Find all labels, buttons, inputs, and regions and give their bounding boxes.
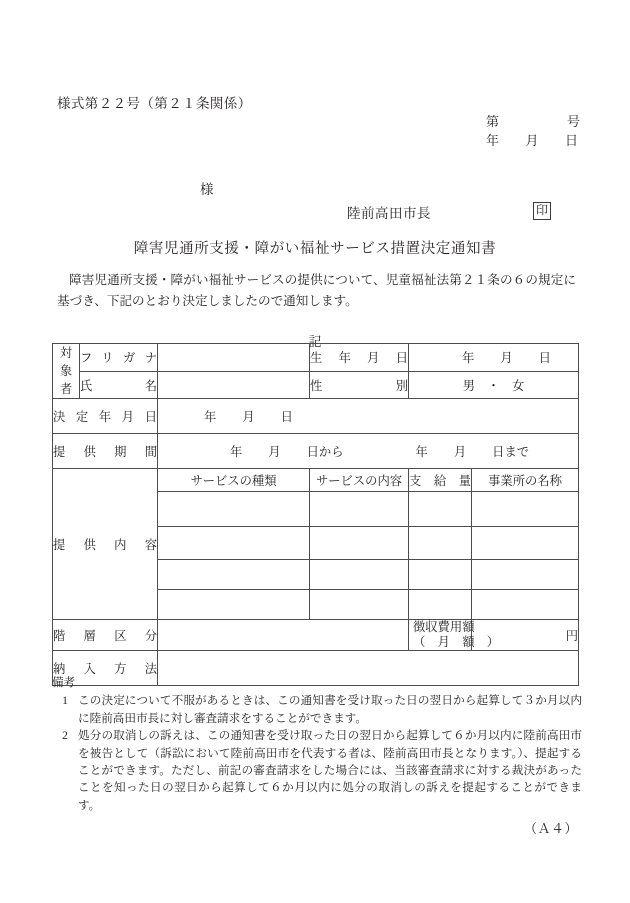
kitai-marker: 記 — [308, 334, 322, 349]
content-cell-detail[interactable] — [310, 590, 409, 620]
tier-value[interactable] — [158, 620, 409, 651]
decision-month-label: 月 — [242, 410, 255, 424]
issue-date-row — [470, 131, 580, 150]
content-header-type: サービスの種類 — [158, 469, 310, 492]
content-cell-office[interactable] — [472, 560, 579, 590]
birthdate-value[interactable] — [409, 344, 579, 372]
subject-char-3: 者 — [59, 382, 73, 396]
furigana-value[interactable] — [158, 344, 310, 372]
table-row-name — [53, 371, 579, 399]
table-row-tier — [53, 620, 579, 651]
paper-size-label: （Ａ４） — [523, 821, 578, 836]
content-cell-detail[interactable] — [310, 527, 409, 560]
name-label: 氏 名 — [80, 371, 158, 399]
decision-day-label: 日 — [280, 410, 293, 424]
content-header-office: 事業所の名称 — [472, 469, 579, 492]
issue-day-label: 日 — [564, 133, 578, 148]
decision-table — [52, 343, 579, 686]
remarks-item — [52, 727, 582, 814]
seal-icon: 印 — [533, 202, 551, 220]
birth-day-label: 日 — [538, 351, 551, 366]
gender-label: 性 別 — [310, 371, 409, 399]
remarks-item-text: この決定について不服があるときは、この通知書を受け取った日の翌日から起算して３か月以内に陸前高田市長に対し審査請求をすることができます。 — [78, 694, 582, 725]
content-cell-detail[interactable] — [310, 560, 409, 590]
intro-paragraph: 障害児通所支援・障がい福祉サービスの提供について、児童福祉法第２１条の６の規定に基づき、下記のとおり決定しましたので通知します。 — [57, 273, 576, 308]
period-from-day: 日から — [306, 445, 344, 459]
content-cell-amount[interactable] — [409, 492, 472, 527]
subject-vertical-label — [53, 344, 80, 399]
issue-year-label: 年 — [486, 133, 500, 148]
issue-month-label: 月 — [525, 133, 539, 148]
fee-label — [409, 620, 500, 651]
document-number-label: 第 — [486, 114, 500, 129]
page-title: 障害児通所支援・障がい福祉サービス措置決定通知書 — [133, 241, 497, 257]
period-to-year: 年 — [415, 445, 428, 459]
fee-label-line1: 徴収費用額 — [413, 620, 475, 634]
decision-date-label: 決定年月日 — [53, 399, 158, 434]
payment-label: 納入方法 — [53, 651, 158, 686]
gender-value[interactable]: 男 ・ 女 — [409, 371, 579, 399]
subject-char-1: 対 — [59, 346, 73, 360]
remarks-item — [52, 692, 582, 727]
content-header-amount: 支 給 量 — [409, 469, 472, 492]
period-value[interactable] — [158, 434, 579, 469]
content-cell-detail[interactable] — [310, 492, 409, 527]
period-label: 提供期間 — [53, 434, 158, 469]
content-header-detail: サービスの内容 — [310, 469, 409, 492]
content-label: 提供内容 — [53, 469, 158, 620]
remarks-item-number: 2 — [62, 729, 68, 743]
remarks-section — [52, 674, 582, 814]
content-cell-office[interactable] — [472, 492, 579, 527]
addressee-suffix: 様 — [200, 182, 214, 197]
content-cell-type[interactable] — [158, 527, 310, 560]
document-number-row — [470, 112, 580, 131]
table-row-decision-date — [53, 399, 579, 434]
content-cell-amount[interactable] — [409, 560, 472, 590]
period-to-month: 月 — [453, 445, 467, 459]
fee-label-line2: （ 月 額 ） — [413, 635, 500, 649]
issuer-name: 陸前高田市長 — [347, 206, 431, 221]
table-row-furigana — [53, 344, 579, 372]
decision-date-value[interactable] — [158, 399, 579, 434]
document-meta — [470, 112, 580, 150]
content-cell-office[interactable] — [472, 527, 579, 560]
birth-year-label: 年 — [462, 351, 475, 366]
subject-char-2: 象 — [59, 364, 73, 378]
period-from-year: 年 — [230, 445, 243, 459]
content-cell-type[interactable] — [158, 560, 310, 590]
decision-year-label: 年 — [204, 410, 217, 424]
furigana-label: フリガナ — [80, 344, 158, 372]
document-number-unit: 号 — [566, 114, 580, 129]
form-number: 様式第２２号（第２１条関係） — [57, 96, 252, 111]
fee-unit: 円 — [565, 629, 578, 643]
content-cell-office[interactable] — [472, 590, 579, 620]
content-cell-type[interactable] — [158, 492, 310, 527]
tier-label: 階層区分 — [53, 620, 158, 651]
remarks-item-text: 処分の取消しの訴えは、この通知書を受け取った日の翌日から起算して６か月以内に陸前高田市を被告として（訴訟において陸前高田市を代表する者は、陸前高田市長となります。）、提起することができます。ただし、前記の審査請求をした場合には、当該審査請求に対する裁決があったことを知った日の翌日から起算して６か月以内に処分の取消しの訴えを提起することができます。 — [78, 729, 582, 812]
birthdate-label: 生 年 月 日 — [310, 344, 409, 372]
remarks-heading: 備考 — [52, 676, 76, 689]
content-cell-amount[interactable] — [409, 590, 472, 620]
period-from-month: 月 — [268, 445, 281, 459]
table-row-content-header — [53, 469, 579, 492]
period-to-day: 日まで — [492, 445, 530, 459]
name-value[interactable] — [158, 371, 310, 399]
table-row-period — [53, 434, 579, 469]
content-cell-amount[interactable] — [409, 527, 472, 560]
content-cell-type[interactable] — [158, 590, 310, 620]
remarks-item-number: 1 — [62, 694, 68, 708]
birth-month-label: 月 — [500, 351, 513, 366]
